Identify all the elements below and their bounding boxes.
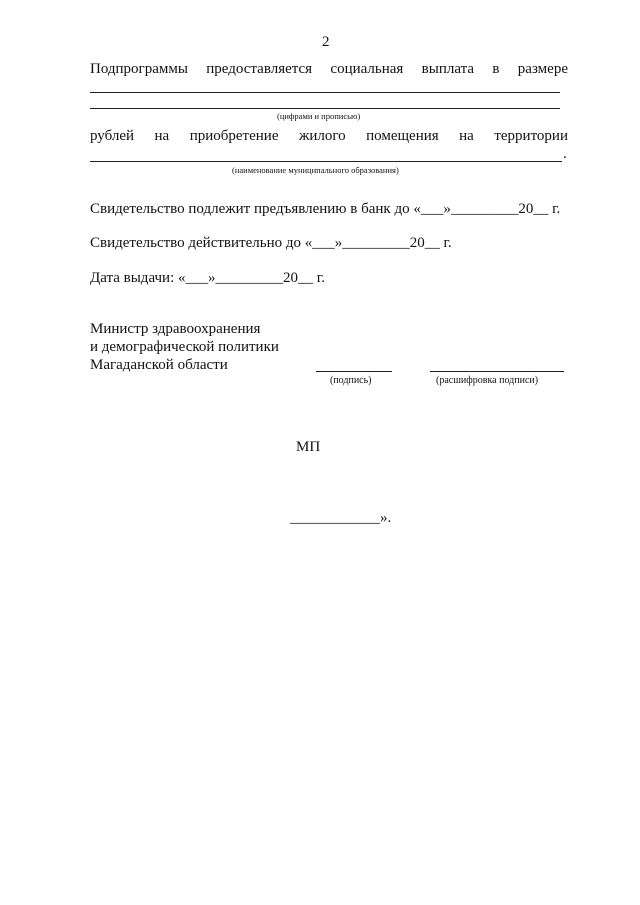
municipality-fill-line[interactable] bbox=[90, 161, 562, 162]
word: в bbox=[492, 61, 500, 77]
sentence-end-period: . bbox=[563, 146, 567, 162]
signatory-title-3: Магаданской области bbox=[90, 357, 228, 373]
word: социальная bbox=[330, 61, 404, 77]
word: территории bbox=[494, 128, 568, 144]
word: выплата bbox=[421, 61, 475, 77]
word: рублей bbox=[90, 128, 135, 144]
validity-line: Свидетельство действительно до «___»_________20__ г. bbox=[90, 235, 452, 251]
signatory-title-2: и демографической политики bbox=[90, 339, 279, 355]
amount-caption: (цифрами и прописью) bbox=[277, 111, 361, 121]
word: на bbox=[154, 128, 170, 144]
word: размере bbox=[517, 61, 568, 77]
bank-deadline-line: Свидетельство подлежит предъявлению в банк до «___»_________20__ г. bbox=[90, 201, 561, 217]
seal-mark: МП bbox=[296, 439, 321, 455]
issue-date-line: Дата выдачи: «___»_________20__ г. bbox=[90, 270, 325, 286]
word: помещения bbox=[366, 128, 439, 144]
word: приобретение bbox=[189, 128, 279, 144]
signatory-title-1: Министр здравоохранения bbox=[90, 321, 261, 337]
word: на bbox=[459, 128, 474, 144]
amount-fill-line-2[interactable] bbox=[90, 108, 560, 109]
signature-decode-caption: (расшифровка подписи) bbox=[436, 375, 539, 386]
municipality-caption: (наименование муниципального образования) bbox=[232, 165, 399, 175]
subprogram-sentence bbox=[90, 61, 568, 78]
signature-line[interactable] bbox=[316, 371, 392, 372]
word: Подпрограммы bbox=[90, 61, 188, 77]
closing-line: ____________». bbox=[290, 510, 392, 526]
word: предоставляется bbox=[206, 61, 313, 77]
signature-decode-line[interactable] bbox=[430, 371, 564, 372]
purchase-sentence bbox=[90, 128, 568, 145]
word: жилого bbox=[298, 128, 346, 144]
page-number: 2 bbox=[322, 34, 330, 50]
signature-caption: (подпись) bbox=[330, 375, 372, 386]
amount-fill-line[interactable] bbox=[90, 92, 560, 93]
